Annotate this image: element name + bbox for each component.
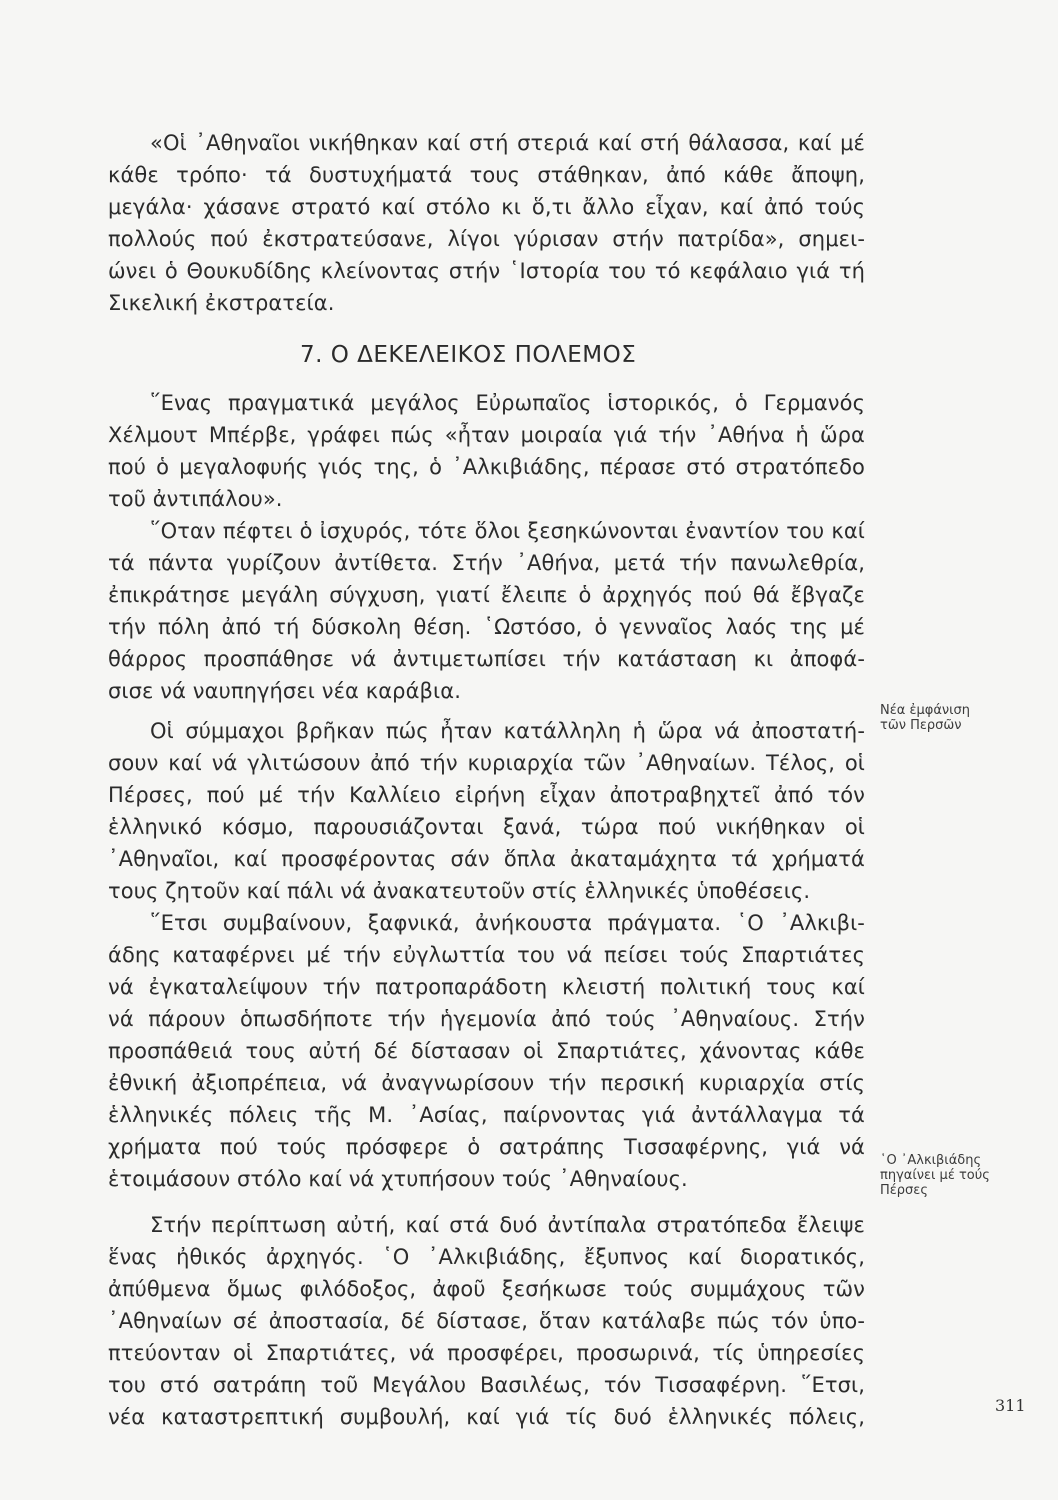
text-line: «Οἱ ᾿Αθηναῖοι νικήθηκαν καί στή στεριά καί στή θάλασσα, καί μέ xyxy=(150,131,865,155)
text-line: ἐθνική ἀξιοπρέπεια, νά ἀναγνωρίσουν τήν περσική κυριαρχία στίς xyxy=(108,1071,865,1095)
text-line: τήν πόλη ἀπό τή δύσκολη θέση. ῾Ωστόσο, ὁ γενναῖος λαός της μέ xyxy=(108,615,865,639)
text-line: νά πάρουν ὁπωσδήποτε τήν ἡγεμονία ἀπό τούς ᾿Αθηναίους. Στήν xyxy=(108,1007,865,1031)
margin-note-line: πηγαίνει μέ τούς xyxy=(880,1168,990,1183)
text-line: Πέρσες, πού μέ τήν Καλλίειο εἰρήνη εἶχαν ἀποτραβηχτεῖ ἀπό τόν xyxy=(108,783,865,807)
text-line: νέα καταστρεπτική συμβουλή, καί γιά τίς δυό ἑλληνικές πόλεις, xyxy=(108,1405,865,1429)
text-line: προσπάθειά τους αὐτή δέ δίστασαν οἱ Σπαρτιάτες, χάνοντας κάθε xyxy=(108,1039,865,1063)
text-line: ῞Ενας πραγματικά μεγάλος Εὐρωπαῖος ἱστορικός, ὁ Γερμανός xyxy=(150,391,865,415)
text-line: πτεύονταν οἱ Σπαρτιάτες, νά προσφέρει, προσωρινά, τίς ὑπηρεσίες xyxy=(108,1341,865,1365)
text-line: τοῦ ἀντιπάλου». xyxy=(108,487,283,511)
margin-note-line: Νέα ἐμφάνιση xyxy=(880,703,971,718)
text-line: ἕνας ἠθικός ἀρχηγός. ῾Ο ᾿Αλκιβιάδης, ἔξυπνος καί διορατικός, xyxy=(108,1245,865,1269)
text-line: Οἱ σύμμαχοι βρῆκαν πώς ἦταν κατάλληλη ἡ ὥρα νά ἀποστατή- xyxy=(150,719,865,743)
text-line: ώνει ὁ Θουκυδίδης κλείνοντας στήν ῾Ιστορία του τό κεφάλαιο γιά τή xyxy=(108,259,865,283)
margin-note-persians xyxy=(880,703,1020,733)
text-line: ἀπύθμενα ὅμως φιλόδοξος, ἀφοῦ ξεσήκωσε τούς συμμάχους τῶν xyxy=(108,1277,865,1301)
text-line: θάρρος προσπάθησε νά ἀντιμετωπίσει τήν κατάσταση κι ἀποφά- xyxy=(108,647,865,671)
text-line: ᾿Αθηναῖοι, καί προσφέροντας σάν ὅπλα ἀκαταμάχητα τά χρήματά xyxy=(108,847,865,871)
text-line: του στό σατράπη τοῦ Μεγάλου Βασιλέως, τόν Τισσαφέρνη. ῞Ετσι, xyxy=(108,1373,865,1397)
text-line: χρήματα πού τούς πρόσφερε ὁ σατράπης Τισσαφέρνης, γιά νά xyxy=(108,1135,865,1159)
text-line: μεγάλα· χάσανε στρατό καί στόλο κι ὅ,τι ἄλλο εἶχαν, καί ἀπό τούς xyxy=(108,195,865,219)
text-line: Στήν περίπτωση αὐτή, καί στά δυό ἀντίπαλα στρατόπεδα ἔλειψε xyxy=(150,1213,865,1237)
text-line: σισε νά ναυπηγήσει νέα καράβια. xyxy=(108,679,461,703)
section-heading: 7. Ο ΔΕΚΕΛΕΙΚΟΣ ΠΟΛΕΜΟΣ xyxy=(300,342,637,368)
text-line: άδης καταφέρνει μέ τήν εὐγλωττία του νά πείσει τούς Σπαρτιάτες xyxy=(108,943,865,967)
margin-note-line: τῶν Περσῶν xyxy=(880,718,962,733)
text-line: ῞Οταν πέφτει ὁ ἰσχυρός, τότε ὅλοι ξεσηκώνονται ἐναντίον του καί xyxy=(150,519,865,543)
margin-note-line: Πέρσες xyxy=(880,1183,928,1198)
text-line: σουν καί νά γλιτώσουν ἀπό τήν κυριαρχία τῶν ᾿Αθηναίων. Τέλος, οἱ xyxy=(108,751,865,775)
text-line: πολλούς πού ἐκστρατεύσανε, λίγοι γύρισαν στήν πατρίδα», σημει- xyxy=(108,227,865,251)
text-line: τους ζητοῦν καί πάλι νά ἀνακατευτοῦν στίς ἑλληνικές ὑποθέσεις. xyxy=(108,879,811,903)
margin-note-alcibiades xyxy=(880,1153,1020,1198)
page-number: 311 xyxy=(995,1396,1026,1415)
text-line: Χέλμουτ Μπέρβε, γράφει πώς «ἦταν μοιραία γιά τήν ᾿Αθήνα ἡ ὥρα xyxy=(108,423,865,447)
text-line: ἑλληνικό κόσμο, παρουσιάζονται ξανά, τώρα πού νικήθηκαν οἱ xyxy=(108,815,865,839)
text-line: τά πάντα γυρίζουν ἀντίθετα. Στήν ᾿Αθήνα, μετά τήν πανωλεθρία, xyxy=(108,551,865,575)
text-line: ἐπικράτησε μεγάλη σύγχυση, γιατί ἔλειπε ὁ ἀρχηγός πού θά ἔβγαζε xyxy=(108,583,865,607)
text-line: κάθε τρόπο· τά δυστυχήματά τους στάθηκαν, ἀπό κάθε ἄποψη, xyxy=(108,163,865,187)
margin-note-line: ῾Ο ᾿Αλκιβιάδης xyxy=(880,1153,982,1168)
text-line: ᾿Αθηναίων σέ ἀποστασία, δέ δίστασε, ὅταν κατάλαβε πώς τόν ὑπο- xyxy=(108,1309,865,1333)
text-line: ἑτοιμάσουν στόλο καί νά χτυπήσουν τούς ᾿Αθηναίους. xyxy=(108,1167,688,1191)
text-line: πού ὁ μεγαλοφυής γιός της, ὁ ᾿Αλκιβιάδης, πέρασε στό στρατόπεδο xyxy=(108,455,865,479)
text-line: ῞Ετσι συμβαίνουν, ξαφνικά, ἀνήκουστα πράγματα. ῾Ο ᾿Αλκιβι- xyxy=(150,911,865,935)
text-line: Σικελική ἐκστρατεία. xyxy=(108,291,335,315)
text-line: νά ἐγκαταλείψουν τήν πατροπαράδοτη κλειστή πολιτική τους καί xyxy=(108,975,865,999)
text-line: ἑλληνικές πόλεις τῆς Μ. ᾿Ασίας, παίρνοντας γιά ἀντάλλαγμα τά xyxy=(108,1103,865,1127)
